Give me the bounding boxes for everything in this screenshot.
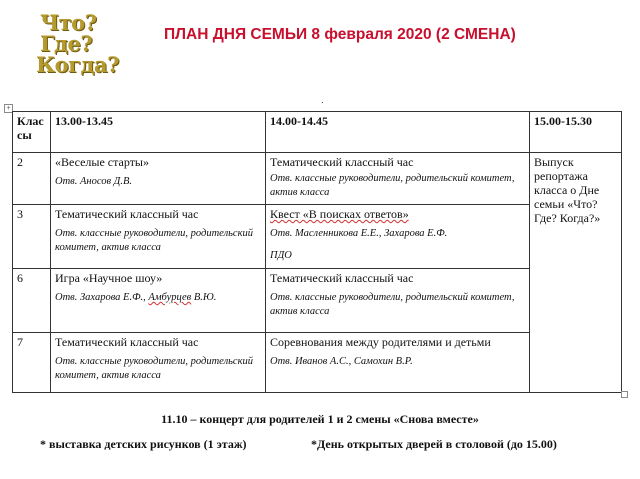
responsible: Отв. классные руководители, родительский комитет, актив класса xyxy=(55,228,253,253)
report-note: Выпуск репортажа класса о Дне семьи «Что? Где? Когда?» xyxy=(534,155,601,225)
header-time-3: 15.00-15.30 xyxy=(530,112,622,153)
header-time-1: 13.00-13.45 xyxy=(51,112,266,153)
activity-name: «Веселые старты» xyxy=(55,155,149,169)
responsible-prefix: Отв. Захарова Е.Ф., xyxy=(55,292,149,303)
schedule-table xyxy=(12,111,622,393)
responsible-extra: ПДО xyxy=(270,250,292,261)
exhibition-note: * выставка детских рисунков (1 этаж) xyxy=(40,437,247,451)
responsible: Отв. классные руководители, родительский комитет, актив класса xyxy=(270,173,515,198)
responsible xyxy=(55,291,261,305)
logo-line-1: Что? xyxy=(40,10,97,35)
table-row xyxy=(13,153,622,205)
logo-line-2: Где? xyxy=(40,31,93,56)
report-note-cell xyxy=(530,153,622,393)
class-cell: 6 xyxy=(13,269,51,333)
page-title: ПЛАН ДНЯ СЕМЬИ 8 февраля 2020 (2 СМЕНА) xyxy=(164,26,516,43)
activity-cell xyxy=(266,153,530,205)
activity-cell xyxy=(51,333,266,393)
activity-name: Тематический классный час xyxy=(270,155,414,169)
activity-name: Тематический классный час xyxy=(55,207,199,221)
activity-cell xyxy=(51,205,266,269)
logo xyxy=(36,12,126,82)
activity-name: Тематический классный час xyxy=(270,271,414,285)
logo-line-3: Когда? xyxy=(36,52,119,77)
activity-cell xyxy=(51,269,266,333)
class-cell: 2 xyxy=(13,153,51,205)
stray-dot: . xyxy=(321,95,324,106)
responsible: Отв. Аносов Д.В. xyxy=(55,176,133,187)
responsible: Отв. классные руководители, родительский комитет, актив класса xyxy=(55,356,253,381)
activity-cell xyxy=(266,205,530,269)
table-resize-handle-icon[interactable] xyxy=(621,391,628,398)
concert-note: 11.10 – концерт для родителей 1 и 2 смены «Снова вместе» xyxy=(161,412,479,426)
activity-name: Тематический классный час xyxy=(55,335,199,349)
responsible-underlined: Амбурцев xyxy=(148,292,192,303)
table-move-handle-icon[interactable]: + xyxy=(4,104,13,113)
responsible: Отв. классные руководители, родительский комитет, актив класса xyxy=(270,292,515,317)
activity-cell xyxy=(266,269,530,333)
class-cell: 3 xyxy=(13,205,51,269)
table-header-row xyxy=(13,112,622,153)
responsible: Отв. Иванов А.С., Самохин В.Р. xyxy=(270,356,413,367)
activity-cell xyxy=(266,333,530,393)
class-cell: 7 xyxy=(13,333,51,393)
header-classes: Клас сы xyxy=(13,112,51,153)
activity-name: Квест «В поисках ответов» xyxy=(270,207,409,221)
activity-name: Соревнования между родителями и детьми xyxy=(270,335,491,349)
header-time-2: 14.00-14.45 xyxy=(266,112,530,153)
activity-name: Игра «Научное шоу» xyxy=(55,271,163,285)
responsible-suffix: В.Ю. xyxy=(191,292,217,303)
activity-cell xyxy=(51,153,266,205)
responsible: Отв. Масленникова Е.Е., Захарова Е.Ф. xyxy=(270,228,448,239)
open-day-note: *День открытых дверей в столовой (до 15.00) xyxy=(311,437,557,451)
